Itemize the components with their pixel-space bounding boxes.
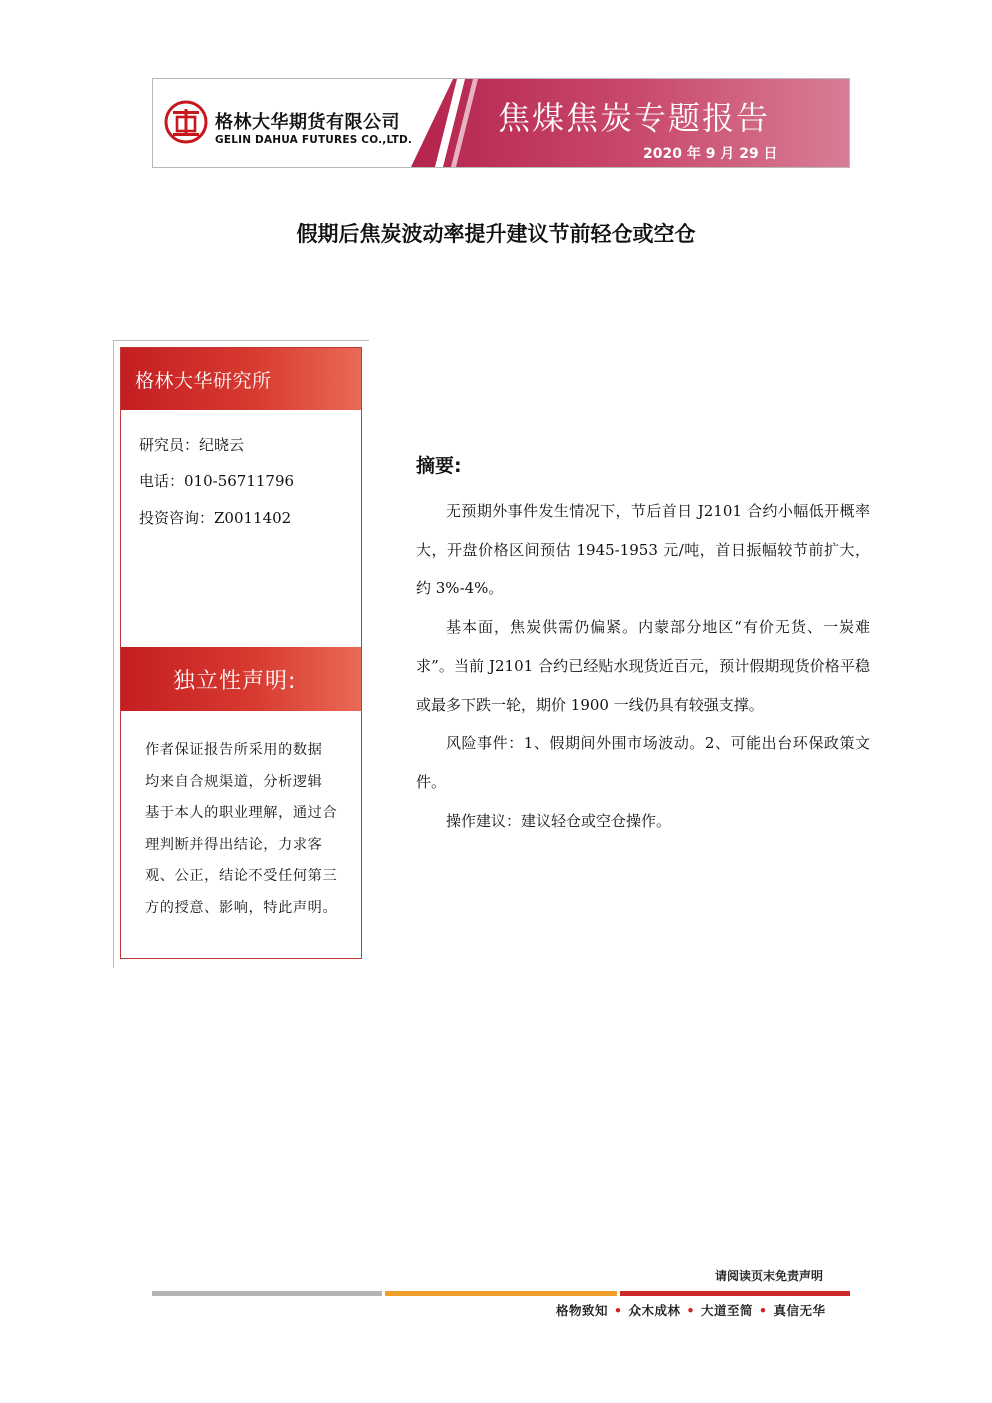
footer-line-gray	[152, 1291, 382, 1296]
disclaimer-note: 请阅读页末免责声明	[715, 1269, 824, 1283]
company-name-en: GELIN DAHUA FUTURES CO.,LTD.	[215, 134, 413, 146]
report-type-title: 焦煤焦炭专题报告	[498, 99, 771, 137]
motto-item: 大道至简	[701, 1303, 754, 1318]
summary-paragraph: 无预期外事件发生情况下，节后首日 J2101 合约小幅低开概率大，开盘价格区间预估 1945-1953 元/吨，首日振幅较节前扩大，约 3%-4%。	[416, 502, 870, 598]
declaration-header	[121, 647, 361, 711]
summary-paragraph: 操作建议：建议轻仓或空仓操作。	[446, 811, 672, 830]
bullet-dot-icon: •	[614, 1303, 623, 1318]
summary-paragraph: 风险事件：1、假期间外围市场波动。2、可能出台环保政策文件。	[416, 734, 870, 791]
researcher-name: 研究员：纪晓云	[139, 436, 245, 454]
researcher-license: 投资咨询：Z0011402	[139, 509, 292, 527]
institute-header	[121, 348, 361, 410]
summary-paragraph: 基本面，焦炭供需仍偏紧。内蒙部分地区“有价无货、一炭难求”。当前 J2101 合约已经贴水现货近百元，预计假期现货价格平稳或最多下跌一轮，期价 1900 一线仍具有较强支撑。	[416, 618, 870, 714]
summary-body	[416, 492, 870, 840]
motto-item: 真信无华	[773, 1303, 826, 1318]
institute-name: 格林大华研究所	[135, 370, 272, 392]
declaration-line: 观、公正，结论不受任何第三	[145, 868, 338, 884]
researcher-phone: 电话：010-56711796	[139, 472, 295, 490]
summary-heading: 摘要:	[416, 455, 462, 477]
bullet-dot-icon: •	[759, 1303, 768, 1318]
company-motto	[556, 1301, 826, 1319]
footer-line-orange	[385, 1291, 617, 1296]
page-title: 假期后焦炭波动率提升建议节前轻仓或空仓	[296, 222, 696, 246]
declaration-line: 作者保证报告所采用的数据	[145, 742, 323, 758]
bullet-dot-icon: •	[686, 1303, 696, 1318]
footer-line-red	[620, 1291, 850, 1296]
declaration-line: 基于本人的职业理解，通过合	[145, 805, 338, 821]
sidebar-box	[120, 347, 362, 959]
company-name-cn: 格林大华期货有限公司	[215, 112, 400, 133]
declaration-title: 独立性声明:	[173, 669, 297, 694]
declaration-text	[145, 735, 345, 924]
motto-item: 格物致知	[556, 1303, 609, 1318]
report-date: 2020 年 9 月 29 日	[643, 146, 778, 162]
header-banner	[152, 78, 850, 168]
motto-item: 众木成林	[628, 1303, 681, 1318]
declaration-line: 方的授意、影响，特此声明。	[145, 899, 338, 916]
company-logo-icon	[164, 100, 208, 144]
declaration-line: 均来自合规渠道，分析逻辑	[145, 773, 323, 790]
declaration-line: 理判断并得出结论，力求客	[145, 836, 323, 853]
